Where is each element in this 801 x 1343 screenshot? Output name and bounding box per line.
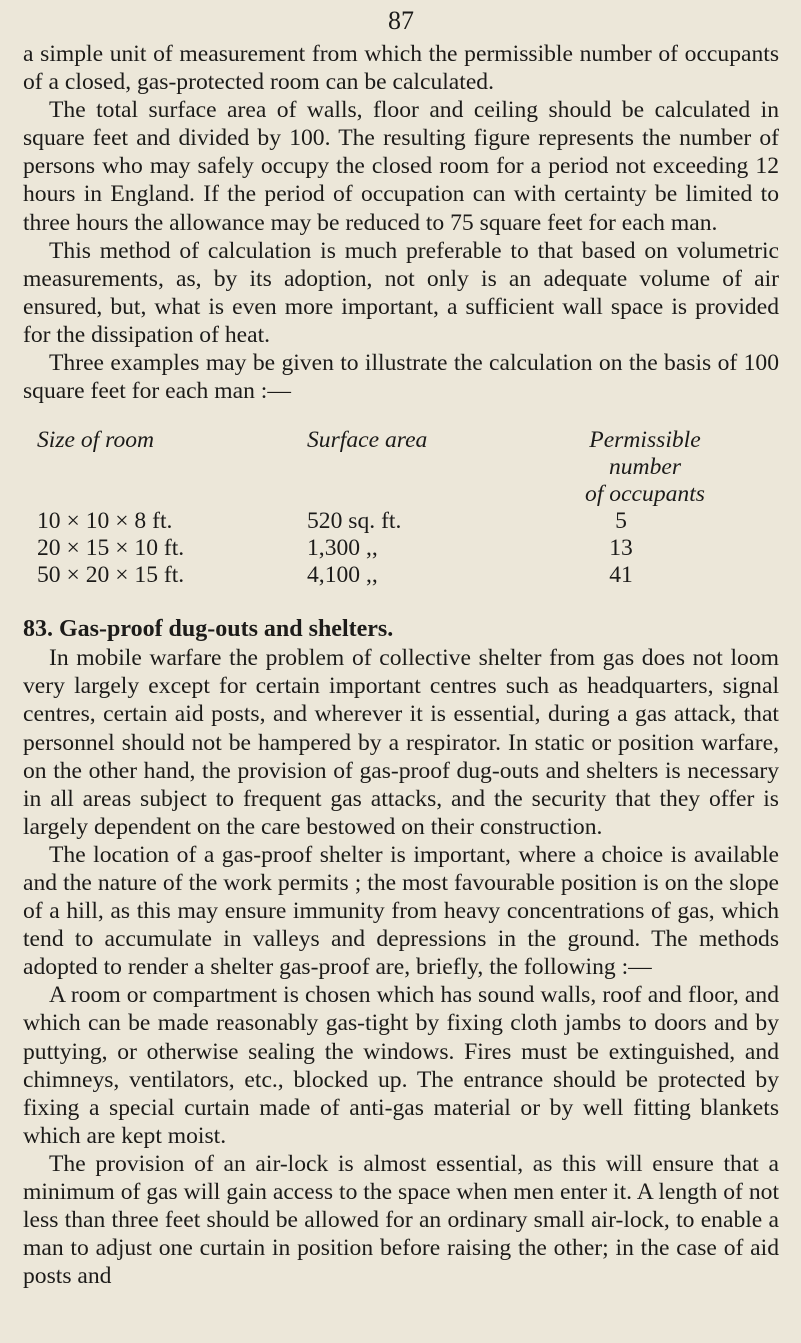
header-permissible — [551, 427, 779, 508]
cell-occupants: 41 — [609, 562, 633, 589]
section-heading — [23, 615, 779, 643]
paragraph-air-lock: The provision of an air-lock is almost essential, as this will ensure that a minimum of gas will gain access to the space when men enter it. A length of not less than three feet should be allowed for an ordinary small air-lock, to enable a man to adjust one curtain in position before raising the other; in the case of aid posts and — [23, 1150, 779, 1290]
cell-size: 10 × 10 × 8 ft. — [37, 508, 173, 535]
paragraph-examples-intro: Three examples may be given to illustrate the calculation on the basis of 100 square feet for each man :— — [23, 350, 779, 405]
paragraph-mobile-warfare: In mobile warfare the problem of collective shelter from gas does not loom very largely except for certain important centres such as headquarters, signal centres, certain aid posts, and wherever it is essential, during a gas attack, that personnel should not be hampered by a respirator. In static or position warfare, on the other hand, the provision of gas-proof dug-outs and shelters is necessary in all areas subject to frequent gas attacks, and the security that they offer is largely dependent on the care bestowed on their construction. — [23, 645, 779, 840]
paragraph-shelter-location: The location of a gas-proof shelter is important, where a choice is available and the nature of the work permits ; the most favourable position is on the slope of a hill, as this may ensure immunity from heavy concentrations of gas, which tend to accumulate in valleys and depressions in the ground. The methods adopted to render a shelter gas-proof are, briefly, the following :— — [23, 841, 779, 981]
header-permissible-line1: Permissible number — [589, 427, 701, 481]
cell-occupants: 13 — [609, 535, 633, 562]
paragraph-intro-continued: a simple unit of measurement from which the permissible number of occupants of a closed, gas-protected room can be calculated. — [23, 41, 779, 96]
section-number: 83. — [23, 616, 53, 643]
paragraph-room-selection: A room or compartment is chosen which has sound walls, roof and floor, and which can be made reasonably gas-tight by fixing cloth jambs to doors and by puttying, or otherwise sealing the windows. Fires must be extinguished, and chimneys, ventilators, etc., blocked up. The entrance should be protected by fixing a special curtain made of anti-gas material or by well fitting blankets which are kept moist. — [23, 982, 779, 1149]
cell-area: 4,100 ,, — [307, 562, 378, 589]
header-permissible-line2: of occupants — [585, 481, 705, 508]
paragraph-method-preference: This method of calculation is much preferable to that based on volumetric measurements, as, by its adoption, not only is an adequate volume of air ensured, but, what is even more important, a sufficient wall space is provided for the dissipation of heat. — [23, 237, 779, 348]
occupancy-table — [23, 427, 779, 589]
paragraph-surface-area: The total surface area of walls, floor and ceiling should be calculated in square feet and divided by 100. The resulting figure represents the number of persons who may safely occupy the closed room for a period not exceeding 12 hours in England. If the period of occupation can with certainty be limited to three hours the allowance may be reduced to 75 square feet for each man. — [23, 97, 779, 236]
table-row — [23, 562, 779, 589]
cell-size: 50 × 20 × 15 ft. — [37, 562, 185, 589]
header-size: Size of room — [37, 427, 155, 454]
table-header-row — [23, 427, 779, 508]
page-number: 87 — [388, 6, 414, 35]
cell-area: 1,300 ,, — [307, 535, 378, 562]
cell-area: 520 sq. ft. — [307, 508, 402, 535]
header-area: Surface area — [307, 427, 428, 454]
section-title: Gas-proof dug-outs and shelters. — [59, 616, 394, 643]
table-row — [23, 535, 779, 562]
cell-occupants: 5 — [615, 508, 627, 535]
table-row — [23, 508, 779, 535]
cell-size: 20 × 15 × 10 ft. — [37, 535, 185, 562]
